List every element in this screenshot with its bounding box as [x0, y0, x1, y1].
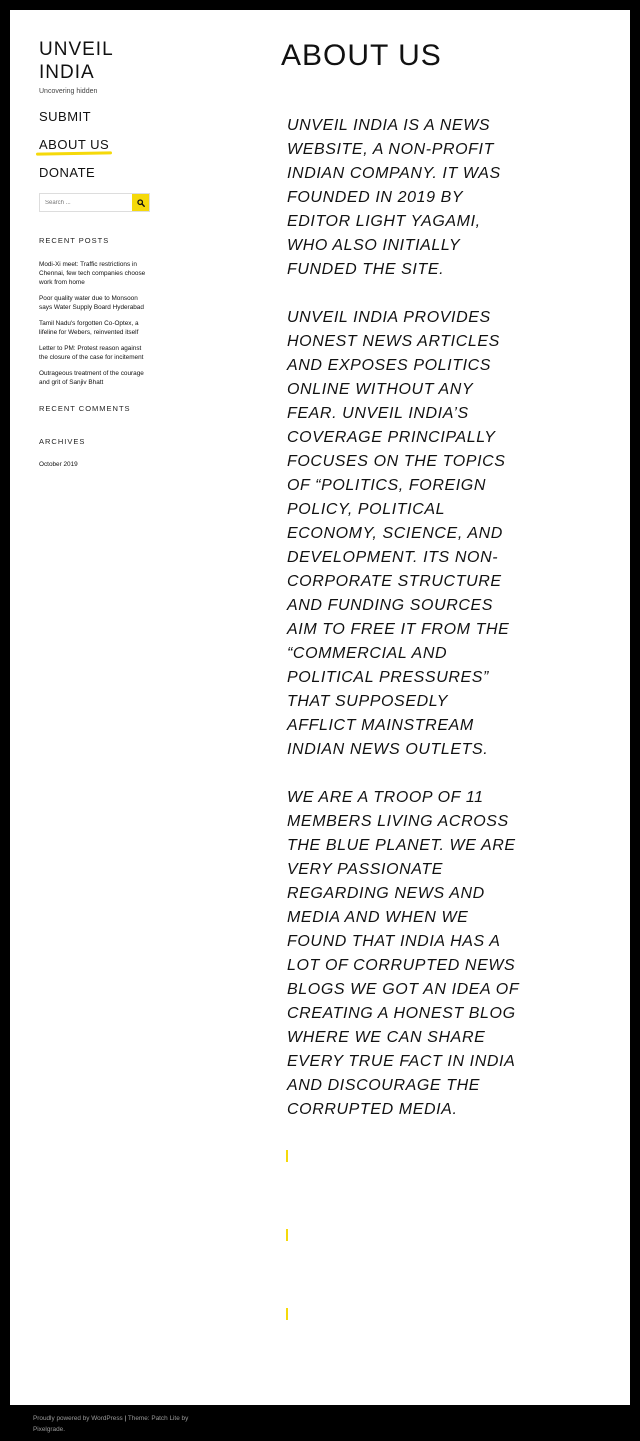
yellow-accent-mark — [286, 1229, 288, 1241]
footer-separator: | — [122, 1415, 128, 1422]
search-form — [39, 193, 150, 212]
search-button[interactable] — [132, 194, 149, 211]
recent-post-link[interactable]: Outrageous treatment of the courage and grit of Sanjiv Bhatt — [39, 370, 144, 386]
main-content — [281, 38, 611, 1387]
recent-post-link[interactable]: Poor quality water due to Monsoon says Water Supply Board Hyderabad — [39, 295, 144, 311]
yellow-accent-mark — [286, 1150, 288, 1162]
archives-widget — [39, 437, 159, 468]
footer-author-link[interactable]: Pixelgrade — [33, 1426, 64, 1433]
article-paragraph: UNVEIL INDIA PROVIDES HONEST NEWS ARTICLES AND EXPOSES POLITICS ONLINE WITHOUT ANY FEAR. UNVEIL INDIA’S COVERAGE PRINCIPALLY FOCUSES ON THE TOPICS OF “POLITICS, FOREIGN POLICY, POLITICAL ECONOMY, SCIENCE, AND DEVELOPMENT. ITS NON-CORPORATE STRUCTURE AND FUNDING SOURCES AIM TO FREE IT FROM THE “COMMERCIAL AND POLITICAL PRESSURES” THAT SUPPOSEDLY AFFLICT MAINSTREAM INDIAN NEWS OUTLETS. — [287, 309, 510, 758]
archive-link[interactable]: October 2019 — [39, 461, 78, 468]
sidebar — [39, 38, 159, 468]
recent-post-link[interactable]: Letter to PM: Protest reason against the closure of the case for incitement — [39, 345, 144, 361]
footer-powered-prefix: Proudly powered by — [33, 1415, 92, 1422]
empty-blocks — [286, 1150, 611, 1320]
search-icon — [137, 199, 145, 207]
footer-by: by — [179, 1415, 189, 1422]
article-body — [287, 114, 519, 1122]
site-title[interactable]: UNVEIL INDIA — [39, 39, 113, 83]
recent-comments-widget — [39, 404, 159, 413]
nav-item-submit[interactable]: SUBMIT — [39, 109, 92, 124]
site-footer — [33, 1413, 203, 1435]
nav-item-donate[interactable]: DONATE — [39, 165, 96, 180]
recent-post-link[interactable]: Modi-Xi meet: Traffic restrictions in Chennai, few tech companies choose work from home — [39, 261, 146, 286]
archives-title: ARCHIVES — [39, 437, 86, 446]
footer-theme-link[interactable]: Patch Lite — [151, 1415, 180, 1422]
main-nav — [39, 109, 159, 180]
recent-posts-title: RECENT POSTS — [39, 236, 110, 245]
article-paragraph: WE ARE A TROOP OF 11 MEMBERS LIVING ACROSS THE BLUE PLANET. WE ARE VERY PASSIONATE REGARDING NEWS AND MEDIA AND WHEN WE FOUND THAT INDIA HAS A LOT OF CORRUPTED NEWS BLOGS WE GOT AN IDEA OF CREATING A HONEST BLOG WHERE WE CAN SHARE EVERY TRUE FACT IN INDIA AND DISCOURAGE THE CORRUPTED MEDIA. — [287, 789, 519, 1118]
search-input[interactable] — [40, 194, 132, 211]
recent-post-link[interactable]: Tamil Nadu's forgotten Co-Optex, a lifeline for Webers, reinvented itself — [39, 320, 139, 336]
nav-item-about-us[interactable]: ABOUT US — [39, 137, 110, 152]
article-paragraph: UNVEIL INDIA IS A NEWS WEBSITE, A NON-PROFIT INDIAN COMPANY. IT WAS FOUNDED IN 2019 BY EDITOR LIGHT YAGAMI, WHO ALSO INITIALLY FUNDED THE SITE. — [287, 117, 501, 278]
yellow-accent-mark — [286, 1308, 288, 1320]
site-description: Uncovering hidden — [39, 88, 98, 95]
footer-wordpress-link[interactable]: WordPress — [91, 1415, 123, 1422]
footer-theme-prefix: Theme: — [127, 1415, 152, 1422]
page-title: ABOUT US — [281, 39, 442, 72]
footer-suffix: . — [63, 1426, 65, 1433]
page-container — [10, 10, 630, 1405]
recent-comments-title: RECENT COMMENTS — [39, 404, 131, 413]
recent-posts-list — [39, 260, 159, 387]
recent-posts-widget — [39, 236, 159, 387]
